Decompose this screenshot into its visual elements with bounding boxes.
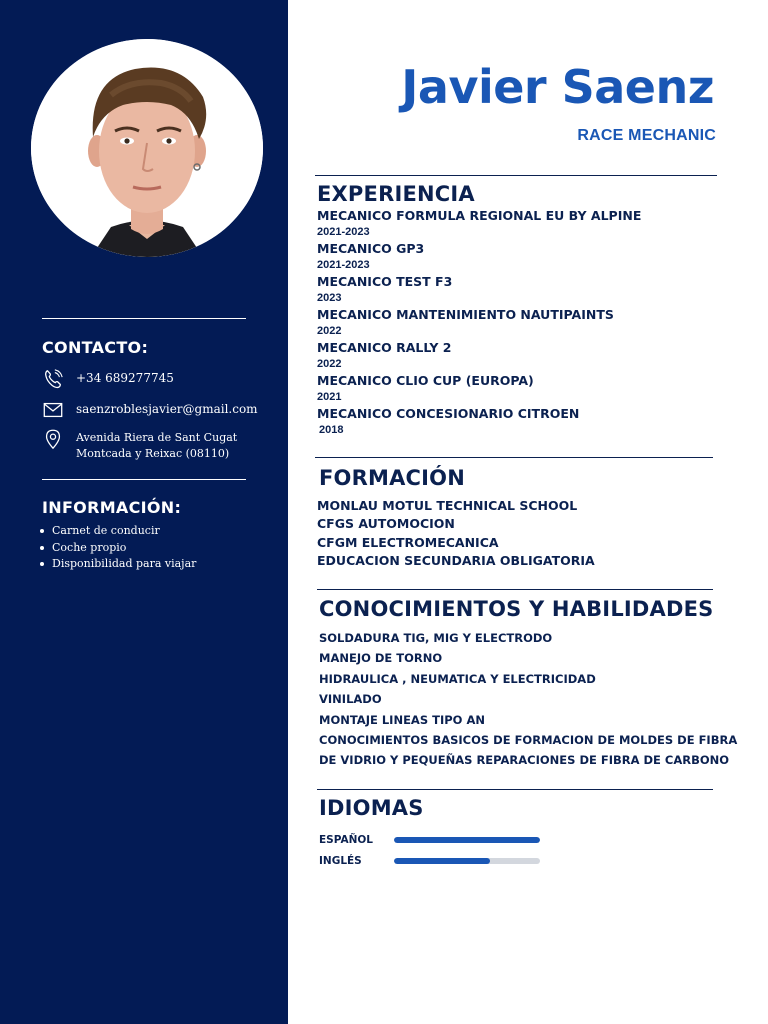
experience-item (317, 207, 717, 240)
experience-job: MECANICO GP3 (317, 241, 425, 256)
info-item: Disponibilidad para viajar (52, 556, 196, 573)
contact-phone (42, 368, 174, 390)
language-row (319, 855, 540, 867)
sidebar-divider (42, 318, 246, 319)
experience-years: 2018 (319, 424, 344, 436)
skill-item: DE VIDRIO Y PEQUEÑAS REPARACIONES DE FIBRA DE CARBONO (319, 753, 730, 768)
language-name: INGLÉS (319, 855, 362, 867)
skill-item: HIDRAULICA , NEUMATICA Y ELECTRICIDAD (319, 671, 596, 686)
experience-item (317, 339, 717, 372)
profile-photo (31, 39, 263, 257)
experience-years: 2021 (317, 391, 342, 403)
address-text (76, 428, 237, 462)
portrait-image (31, 39, 263, 257)
skill-item: SOLDADURA TIG, MIG Y ELECTRODO (319, 631, 553, 645)
info-list (52, 523, 196, 573)
language-level-fill (394, 858, 490, 864)
experience-title: EXPERIENCIA (317, 182, 475, 206)
language-level-fill (394, 837, 540, 843)
contact-address (42, 428, 237, 462)
language-row (319, 834, 540, 846)
experience-job: MECANICO CONCESIONARIO CITROEN (317, 406, 580, 421)
language-name: ESPAÑOL (319, 834, 373, 846)
experience-item (317, 405, 717, 438)
education-item: CFGM ELECTROMECANICA (317, 534, 499, 550)
language-level-bar (394, 858, 540, 864)
education-title: FORMACIÓN (319, 466, 465, 490)
header-divider (315, 175, 717, 176)
experience-years: 2022 (317, 358, 342, 370)
experience-item (317, 240, 717, 273)
experience-list (317, 207, 717, 438)
info-item: Coche propio (52, 540, 196, 557)
contact-title: CONTACTO: (42, 338, 149, 357)
experience-job: MECANICO CLIO CUP (EUROPA) (317, 373, 534, 388)
contact-email (42, 399, 258, 421)
language-level-bar (394, 837, 540, 843)
skill-item: CONOCIMIENTOS BASICOS DE FORMACION DE MOLDES DE FIBRA (319, 733, 738, 748)
candidate-role: RACE MECHANIC (577, 127, 716, 144)
experience-years: 2022 (317, 325, 342, 337)
skills-title: CONOCIMIENTOS Y HABILIDADES (319, 597, 714, 621)
info-title: INFORMACIÓN: (42, 498, 182, 517)
education-item: MONLAU MOTUL TECHNICAL SCHOOL (317, 498, 578, 513)
experience-item (317, 306, 717, 339)
sidebar-divider (42, 479, 246, 480)
experience-item (317, 273, 717, 306)
languages-title: IDIOMAS (319, 796, 424, 820)
section-divider (317, 789, 713, 790)
phone-icon (42, 368, 64, 390)
email-address[interactable]: saenzroblesjavier@gmail.com (76, 402, 258, 416)
education-item: EDUCACION SECUNDARIA OBLIGATORIA (317, 552, 595, 568)
skills-list (319, 628, 737, 771)
experience-job: MECANICO MANTENIMIENTO NAUTIPAINTS (317, 307, 614, 322)
address-line2: Montcada y Reixac (08110) (76, 447, 230, 460)
address-line1: Avenida Riera de Sant Cugat (76, 431, 238, 444)
sidebar (0, 0, 288, 1024)
mail-icon (42, 399, 64, 421)
experience-years: 2021-2023 (317, 226, 370, 238)
experience-job: MECANICO FORMULA REGIONAL EU BY ALPINE (317, 208, 642, 223)
section-divider (315, 457, 713, 458)
education-item: CFGS AUTOMOCION (317, 516, 455, 532)
section-divider (317, 589, 713, 590)
experience-job: MECANICO TEST F3 (317, 274, 453, 289)
experience-item (317, 372, 717, 405)
education-list (317, 497, 595, 570)
skill-item: MONTAJE LINEAS TIPO AN (319, 712, 485, 727)
location-pin-icon (42, 428, 64, 450)
experience-job: MECANICO RALLY 2 (317, 340, 452, 355)
phone-number[interactable]: +34 689277745 (76, 371, 174, 385)
skill-item: MANEJO DE TORNO (319, 651, 443, 666)
skill-item: VINILADO (319, 692, 382, 707)
experience-years: 2023 (317, 292, 342, 304)
info-item: Carnet de conducir (52, 523, 196, 540)
experience-years: 2021-2023 (317, 259, 370, 271)
candidate-name: Javier Saenz (401, 60, 714, 114)
